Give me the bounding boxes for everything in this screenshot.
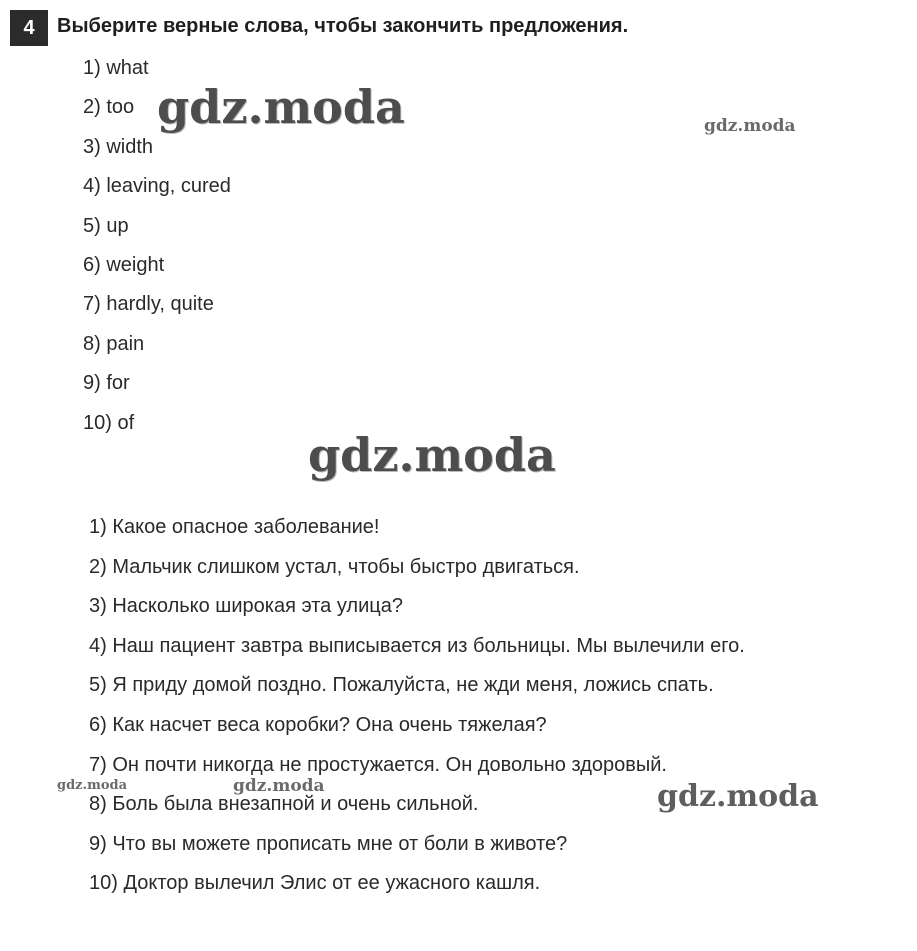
watermark: gdz.moda (657, 779, 819, 814)
translation-item: 6) Как насчет веса коробки? Она очень тяжелая? (89, 713, 547, 736)
answer-item: 4) leaving, cured (83, 175, 231, 198)
translation-item: 9) Что вы можете прописать мне от боли в животе? (89, 832, 568, 855)
watermark: gdz.moda (57, 778, 128, 793)
answer-item: 2) too (83, 96, 135, 119)
watermark: gdz.moda (157, 80, 405, 134)
answer-item: 8) pain (83, 332, 145, 355)
answer-item: 1) what (83, 57, 149, 79)
watermark: gdz.moda (308, 428, 556, 482)
task-instruction: Выберите верные слова, чтобы закончить предложения. (57, 15, 629, 37)
translation-item: 1) Какое опасное заболевание! (89, 516, 380, 538)
translation-item: 2) Мальчик слишком устал, чтобы быстро двигаться. (89, 555, 580, 578)
translation-item: 4) Наш пациент завтра выписывается из больницы. Мы вылечили его. (89, 634, 745, 657)
answer-item: 9) for (83, 372, 130, 395)
answer-item: 7) hardly, quite (83, 293, 214, 316)
task-number-badge: 4 (10, 10, 48, 46)
translations-list (89, 512, 745, 908)
answer-item: 5) up (83, 214, 129, 237)
translation-item: 8) Боль была внезапной и очень сильной. (89, 793, 479, 816)
answer-item: 6) weight (83, 253, 165, 276)
translation-item: 3) Насколько широкая эта улица? (89, 595, 403, 618)
answer-item: 10) of (83, 411, 135, 434)
answer-item: 3) width (83, 135, 154, 158)
watermark: gdz.moda (704, 116, 796, 136)
translation-item: 10) Доктор вылечил Элис от ее ужасного кашля. (89, 872, 541, 895)
watermark: gdz.moda (233, 776, 325, 796)
translation-item: 5) Я приду домой поздно. Пожалуйста, не жди меня, ложись спать. (89, 674, 714, 697)
translation-item: 7) Он почти никогда не простужается. Он довольно здоровый. (89, 753, 667, 776)
